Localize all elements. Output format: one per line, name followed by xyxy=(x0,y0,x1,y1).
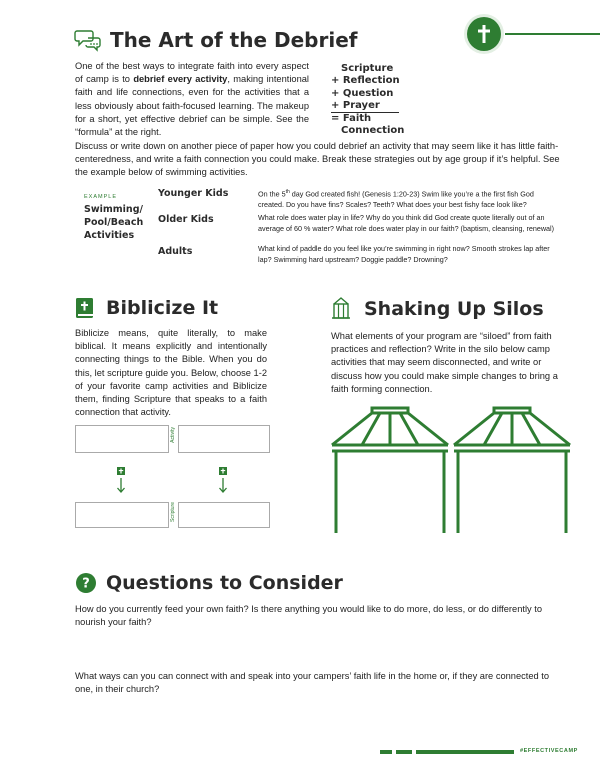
activity-box-1[interactable] xyxy=(75,425,169,453)
intro-text-bold: debrief every activity xyxy=(133,74,228,85)
silo-illustration-right xyxy=(450,405,574,535)
text-part: th xyxy=(285,189,290,195)
footer-bar-segment xyxy=(396,750,412,754)
activity-box-2[interactable] xyxy=(178,425,270,453)
silo-illustration-left xyxy=(328,405,452,535)
formula-line: = Faith xyxy=(331,113,372,125)
footer-bar-segment xyxy=(416,750,514,754)
example-activity: Swimming/ Pool/Beach Activities xyxy=(84,204,144,241)
footer-hashtag: #EFFECTIVECAMP xyxy=(520,748,578,754)
example-label: EXAMPLE xyxy=(84,194,117,200)
svg-text:?: ? xyxy=(82,576,90,592)
cross-icon xyxy=(467,17,501,51)
formula-line: Connection xyxy=(341,125,405,137)
age-group-label: Younger Kids xyxy=(158,188,229,199)
scripture-box-2[interactable] xyxy=(178,502,270,528)
formula-line: + Question xyxy=(331,87,394,99)
footer-bar-segment xyxy=(380,750,392,754)
intro-text-start: One of the best ways to integrate faith into every aspect of camp is to xyxy=(75,61,309,85)
age-group-label: Adults xyxy=(158,246,193,257)
silos-body: What elements of your program are “siloed” from faith practices and reflection? Write in the silo below camp activities that may seem disconnected, and write or discuss how you could make simple changes to bring a faith forming connection. xyxy=(331,331,558,394)
formula-line: + Reflection xyxy=(331,75,400,87)
down-arrow-icon xyxy=(217,467,229,495)
silos-title: Shaking Up Silos xyxy=(364,298,544,320)
scripture-box-1[interactable] xyxy=(75,502,169,528)
speech-bubbles-icon xyxy=(74,28,102,52)
text-part: On the 5 xyxy=(258,189,286,199)
bible-icon xyxy=(75,297,95,319)
age-group-text xyxy=(258,187,560,210)
silo-icon xyxy=(331,296,351,320)
biblicize-title: Biblicize It xyxy=(106,297,219,319)
down-arrow-icon xyxy=(115,467,127,495)
question-icon xyxy=(75,572,97,594)
age-group-text: What role does water play in life? Why do you think did God create quote literally out of an average of 60 % water? What role does water play in our faith? (baptism, cleansing, renewal) xyxy=(258,213,555,233)
text-part: day God created fish! (Genesis 1:20-23) Swim like you’re a the first fish God created. Do you have fins? Scales? Teeth? What does your best fishy face look like? xyxy=(258,189,534,209)
activity-label: Activity xyxy=(170,427,176,443)
cross-badge xyxy=(467,17,501,51)
debrief-intro xyxy=(75,60,309,139)
formula-line: + Prayer xyxy=(331,100,399,113)
intro-text-end: , making intentional faith and life connections, even for the activities that a less obviously about faith-focused learning. The makeup for a short, yet effective debrief can be simple. See the “formula” at the right. xyxy=(75,74,309,138)
question-2: What ways can you can connect with and speak into your campers’ faith life in the home or, if they are connected to one, in their church? xyxy=(75,671,550,695)
debrief-formula xyxy=(331,63,411,138)
debrief-discuss: Discuss or write down on another piece of paper how you could debrief an activity that may seem like it has little faith-centeredness, and write a faith connection you could make. Break these strategies out by age group if it’s helpful. See the example below of swimming activities. xyxy=(75,141,560,178)
formula-line: Scripture xyxy=(341,63,394,74)
scripture-label: Scripture xyxy=(170,502,176,523)
page-title: The Art of the Debrief xyxy=(110,28,358,52)
age-group-text: What kind of paddle do you feel like you’re swimming in right now? Smooth strokes lap after lap? Swimming hard upstream? Doggie paddle? Drowning? xyxy=(258,244,550,264)
age-group-label: Older Kids xyxy=(158,214,214,225)
biblicize-body: Biblicize means, quite literally, to make biblical. It means explicitly and intentionally connecting things to the Bible. When you do this, let scripture guide you. Below, choose 1-2 of your favorite camp activities and Biblicize them, finding Scripture that speaks to a faith connection that activity. xyxy=(75,328,267,418)
questions-title: Questions to Consider xyxy=(106,572,343,594)
question-1: How do you currently feed your own faith? Is there anything you would like to do more, do less, or do differently to nourish your faith? xyxy=(75,604,542,628)
header-rule xyxy=(505,33,600,35)
